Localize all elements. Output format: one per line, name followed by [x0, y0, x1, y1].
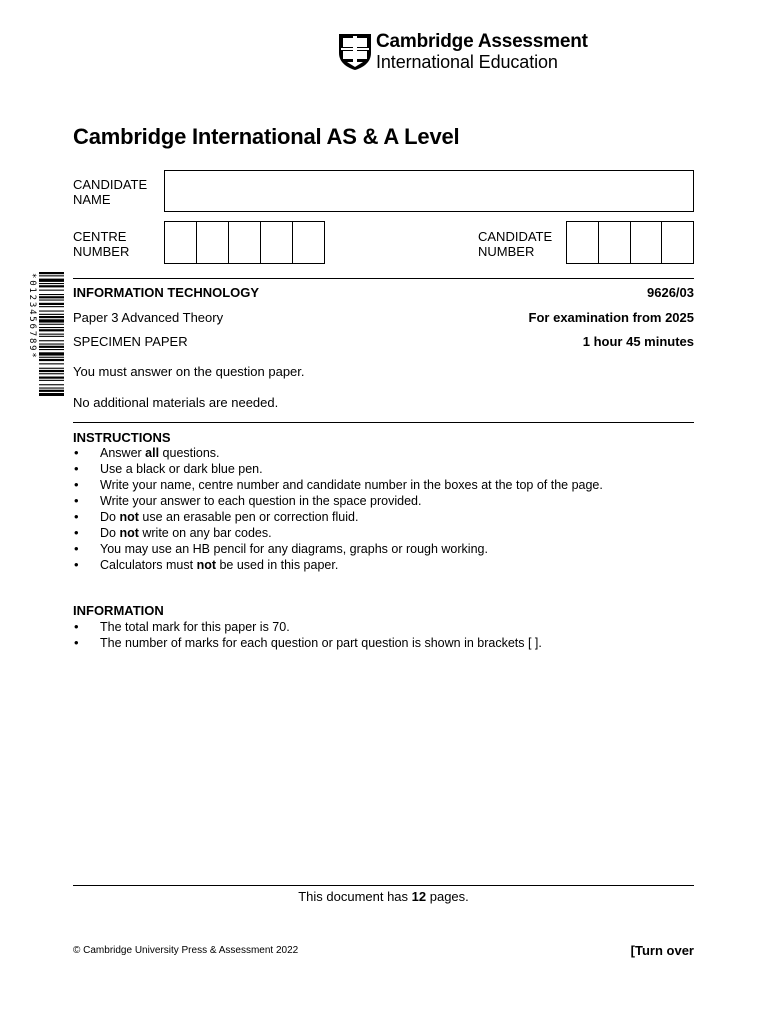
centre-number-cell[interactable]: [293, 222, 324, 263]
centre-number-label-line2: NUMBER: [73, 244, 130, 259]
logo-line1: Cambridge Assessment: [376, 31, 588, 52]
page-title: Cambridge International AS & A Level: [73, 124, 460, 149]
subject: INFORMATION TECHNOLOGY: [73, 285, 260, 300]
candidate-number-label-line1: CANDIDATE: [478, 229, 553, 244]
instruction-text: Do: [100, 510, 120, 524]
candidate-name-label-line2: NAME: [73, 192, 111, 207]
centre-number-cell[interactable]: [165, 222, 197, 263]
paper-code: 9626/03: [647, 285, 694, 300]
candidate-number-cell[interactable]: [631, 222, 663, 263]
barcode-text: *0123456789*: [27, 273, 37, 360]
instruction-text: Write your name, centre number and candidate number in the boxes at the top of the page.: [100, 478, 603, 492]
candidate-number-label-line2: NUMBER: [478, 244, 535, 259]
instructions-heading: INSTRUCTIONS: [73, 430, 171, 445]
instruction-item: [73, 445, 694, 461]
turn-over: [Turn over: [630, 943, 694, 958]
page-count-note: [73, 889, 694, 904]
instruction-emphasis: not: [196, 558, 216, 572]
candidate-number-cell[interactable]: [567, 222, 599, 263]
candidate-number-label: [478, 229, 552, 259]
instruction-item: [73, 493, 694, 509]
instruction-item: [73, 541, 694, 557]
paper-title: Paper 3 Advanced Theory: [73, 310, 224, 325]
page-count-number: 12: [411, 889, 427, 904]
page-count-post: pages.: [426, 889, 469, 904]
instruction-item: [73, 557, 694, 573]
information-item: • The number of marks for each question or part question is shown in brackets [ ].: [73, 635, 694, 651]
specimen-label: SPECIMEN PAPER: [73, 334, 188, 349]
candidate-name-label: [73, 177, 147, 207]
instruction-item: [73, 525, 694, 541]
information-heading: INFORMATION: [73, 603, 164, 618]
divider: [73, 885, 694, 886]
centre-number-cell[interactable]: [197, 222, 229, 263]
shield-crest-icon: [338, 33, 372, 71]
candidate-number-cell[interactable]: [662, 222, 693, 263]
divider: [73, 422, 694, 423]
duration: 1 hour 45 minutes: [582, 334, 694, 349]
exam-from: For examination from 2025: [528, 310, 694, 325]
instruction-text: use an erasable pen or correction fluid.: [138, 510, 359, 524]
centre-number-field[interactable]: [164, 221, 325, 264]
centre-number-cell[interactable]: [229, 222, 261, 263]
instruction-text: You may use an HB pencil for any diagrams, graphs or rough working.: [100, 542, 488, 556]
instruction-text: be used in this paper.: [216, 558, 339, 572]
instruction-emphasis: not: [119, 526, 139, 540]
candidate-name-label-line1: CANDIDATE: [73, 177, 148, 192]
copyright: © Cambridge University Press & Assessment 2022: [73, 945, 299, 956]
centre-number-label-line1: CENTRE: [73, 229, 127, 244]
note-answer: You must answer on the question paper.: [73, 364, 305, 379]
page-count-pre: This document has: [298, 889, 412, 904]
instruction-text: questions.: [159, 446, 220, 460]
divider: [73, 278, 694, 279]
instruction-text: Write your answer to each question in the space provided.: [100, 494, 422, 508]
instruction-text: Answer: [100, 446, 146, 460]
candidate-name-field[interactable]: [164, 170, 694, 212]
instruction-text: Calculators must: [100, 558, 197, 572]
information-list: [73, 619, 694, 651]
instruction-text: Do: [100, 526, 120, 540]
instructions-list: [73, 445, 694, 573]
instruction-emphasis: all: [145, 446, 160, 460]
candidate-number-cell[interactable]: [599, 222, 631, 263]
cambridge-logo: [338, 32, 588, 72]
instruction-text: Use a black or dark blue pen.: [100, 462, 263, 476]
candidate-number-field[interactable]: [566, 221, 694, 264]
information-item: • The total mark for this paper is 70.: [73, 619, 694, 635]
centre-number-label: [73, 229, 129, 259]
instruction-text: write on any bar codes.: [138, 526, 272, 540]
instruction-item: [73, 477, 694, 493]
note-materials: No additional materials are needed.: [73, 395, 279, 410]
centre-number-cell[interactable]: [261, 222, 293, 263]
instruction-item: [73, 461, 694, 477]
instruction-emphasis: not: [119, 510, 139, 524]
logo-line2: International Education: [376, 52, 558, 72]
instruction-item: [73, 509, 694, 525]
